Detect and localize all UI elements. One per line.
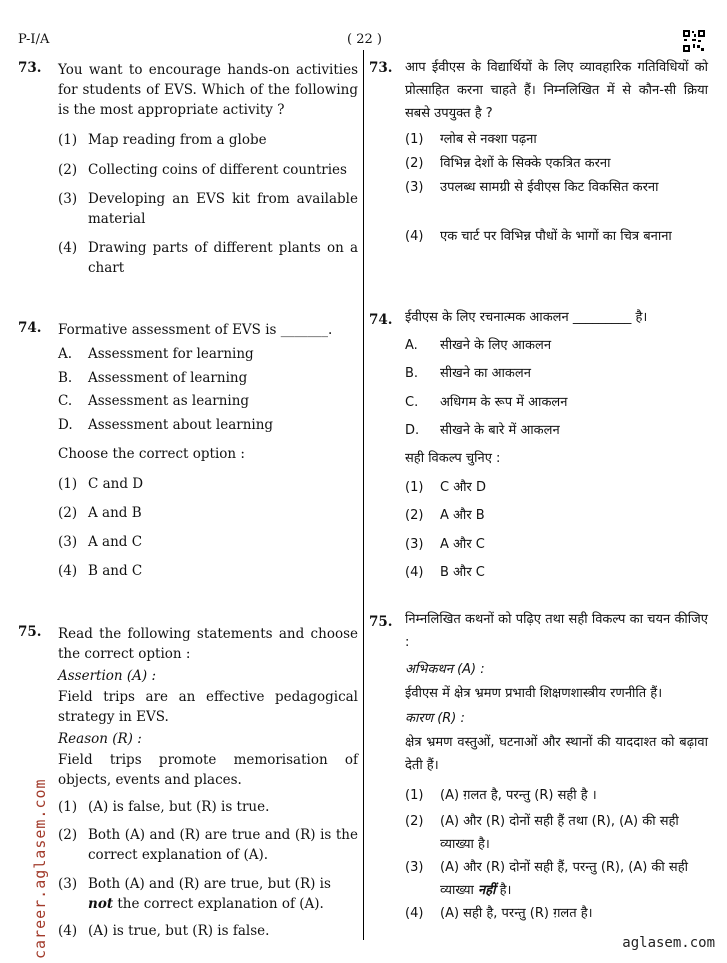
statement	[58, 344, 358, 364]
option-text: विभिन्न देशों के सिक्के एकत्रित करना	[440, 156, 611, 171]
option	[58, 874, 358, 914]
statement-text: Assessment of learning	[88, 370, 248, 386]
assertion-label: Assertion (A) :	[58, 668, 157, 684]
option	[405, 533, 708, 556]
option-text: (A) सही है, परन्तु (R) ग़लत है।	[440, 906, 593, 921]
statement	[405, 362, 708, 385]
statement-text: सीखने के लिए आकलन	[440, 338, 552, 353]
statement	[58, 391, 358, 411]
option-text: उपलब्ध सामग्री से ईवीएस किट विकसित करना	[440, 180, 659, 195]
statement-letter: B.	[405, 366, 419, 381]
option	[58, 474, 358, 494]
option-number: (3)	[58, 876, 78, 892]
option	[405, 504, 708, 527]
option-text: Collecting coins of different countries	[88, 162, 347, 178]
option-number: (4)	[58, 240, 78, 256]
emphasis-text: not	[88, 896, 114, 912]
question-text: Formative assessment of EVS is _______.	[58, 322, 333, 338]
question-text: निम्नलिखित कथनों को पढ़िए तथा सही विकल्प का चयन कीजिए :	[405, 612, 708, 650]
option	[405, 176, 708, 222]
option-text: Both (A) and (R) are true and (R) is the correct explanation of (A).	[88, 827, 358, 863]
option-text: A and C	[88, 534, 143, 550]
option	[405, 128, 708, 151]
option	[58, 921, 358, 941]
option-number: (2)	[405, 508, 424, 523]
statement-letter: B.	[58, 370, 73, 386]
question-text: You want to encourage hands-on activities for students of EVS. Which of the following is the most appropriate activity ?	[58, 62, 358, 118]
statement-letter: C.	[58, 393, 73, 409]
option-text: A and B	[88, 505, 142, 521]
option-text: है।	[499, 883, 512, 898]
question-text: Read the following statements and choose the correct option :	[58, 626, 358, 662]
option-text-group	[88, 874, 358, 914]
option-number: (1)	[405, 132, 424, 147]
option	[405, 902, 708, 925]
question-number: 75.	[369, 614, 393, 630]
option	[58, 825, 358, 865]
option	[58, 503, 358, 523]
option-text: B and C	[88, 563, 143, 579]
option-text: (A) और (R) दोनों सही हैं तथा (R), (A) की सही व्याख्या है।	[440, 814, 679, 852]
option-number: (2)	[58, 162, 78, 178]
option	[405, 152, 708, 175]
statement-text: Assessment about learning	[88, 417, 274, 433]
option-text: A और C	[440, 537, 485, 552]
option-number: (2)	[405, 156, 424, 171]
option-text: एक चार्ट पर विभिन्न पौधों के भागों का चित्र बनाना	[440, 229, 672, 244]
instruction-text: Choose the correct option :	[58, 446, 245, 462]
option	[58, 130, 358, 150]
option-number: (4)	[58, 563, 78, 579]
statement	[405, 391, 708, 414]
page-number: ( 22 )	[347, 32, 382, 47]
question-number: 74.	[18, 320, 42, 336]
qr-code-icon	[683, 30, 705, 52]
option-number: (3)	[405, 537, 424, 552]
option-number: (4)	[405, 565, 424, 580]
option	[58, 797, 358, 817]
option	[405, 225, 708, 271]
option-number: (2)	[58, 505, 78, 521]
question-text: ईवीएस के लिए रचनात्मक आकलन _________ है।	[405, 310, 648, 325]
option-text: ग्लोब से नक्शा पढ़ना	[440, 132, 537, 147]
statement-text: अधिगम के रूप में आकलन	[440, 395, 568, 410]
option-text: (A) is false, but (R) is true.	[88, 799, 270, 815]
option-number: (3)	[405, 860, 424, 875]
option-text: the correct explanation of (A).	[117, 896, 324, 912]
option	[58, 160, 358, 180]
option-number: (4)	[405, 229, 424, 244]
statement-text: Assessment for learning	[88, 346, 254, 362]
column-divider	[363, 50, 364, 940]
option	[405, 856, 708, 902]
statement-text: सीखने के बारे में आकलन	[440, 423, 560, 438]
instruction-text: सही विकल्प चुनिए :	[405, 451, 501, 466]
option-number: (2)	[405, 814, 424, 829]
side-watermark: career.aglasem.com	[31, 778, 49, 959]
option	[405, 784, 708, 807]
statement-text: Assessment as learning	[88, 393, 250, 409]
option-number: (1)	[58, 132, 78, 148]
option	[58, 189, 358, 229]
assertion-label: अभिकथन (A) :	[405, 662, 485, 677]
question-number: 73.	[369, 60, 393, 76]
statement-letter: A.	[58, 346, 73, 362]
statement-letter: C.	[405, 395, 419, 410]
option-text: C और D	[440, 480, 486, 495]
option-number: (2)	[58, 827, 78, 843]
option-number: (1)	[405, 480, 424, 495]
statement	[405, 334, 708, 357]
assertion-text: Field trips are an effective pedagogical strategy in EVS.	[58, 689, 358, 725]
emphasis-text: नहीं	[478, 883, 496, 898]
option-text: C and D	[88, 476, 144, 492]
option	[405, 810, 708, 856]
assertion-text: ईवीएस में क्षेत्र भ्रमण प्रभावी शिक्षणशास्त्रीय रणनीति हैं।	[405, 686, 663, 701]
reason-label: कारण (R) :	[405, 711, 465, 726]
option-number: (1)	[405, 788, 424, 803]
option-number: (3)	[58, 191, 78, 207]
option-number: (4)	[405, 906, 424, 921]
option	[405, 561, 708, 584]
reason-text: क्षेत्र भ्रमण वस्तुओं, घटनाओं और स्थानों की याददाश्त को बढ़ावा देती हैं।	[405, 735, 708, 773]
statement-letter: A.	[405, 338, 418, 353]
option-text: Both (A) and (R) are true, but (R) is	[88, 876, 331, 892]
option-number: (1)	[58, 799, 78, 815]
option-number: (1)	[58, 476, 78, 492]
statement-letter: D.	[58, 417, 73, 433]
option	[58, 532, 358, 552]
statement-text: सीखने का आकलन	[440, 366, 531, 381]
question-number: 75.	[18, 624, 42, 640]
footer-watermark: aglasem.com	[622, 935, 715, 951]
option-number: (3)	[58, 534, 78, 550]
question-number: 73.	[18, 60, 42, 76]
option	[58, 561, 358, 581]
option-text: B और C	[440, 565, 485, 580]
statement	[58, 415, 358, 435]
option-text: (A) is true, but (R) is false.	[88, 923, 270, 939]
option-text: Developing an EVS kit from available material	[88, 191, 358, 227]
option-text: (A) और (R) दोनों सही हैं, परन्तु (R), (A) की सही व्याख्या	[440, 860, 688, 898]
question-text: आप ईवीएस के विद्यार्थियों के लिए व्यावहारिक गतिविधियों को प्रोत्साहित करना चाहते हैं। निम्नलिखित में से कौन-सी क्रिया सबसे उपयुक्त है ?	[405, 60, 708, 121]
option-text-group	[440, 856, 708, 902]
question-number: 74.	[369, 312, 393, 328]
option-text: Map reading from a globe	[88, 132, 267, 148]
option	[58, 238, 358, 278]
option-number: (3)	[405, 180, 424, 195]
option-number: (4)	[58, 923, 78, 939]
statement	[405, 419, 708, 442]
statement-letter: D.	[405, 423, 420, 438]
statement	[58, 368, 358, 388]
paper-code: P-I/A	[18, 32, 50, 47]
reason-label: Reason (R) :	[58, 731, 142, 747]
option-text: (A) ग़लत है, परन्तु (R) सही है ।	[440, 788, 597, 803]
option-text: A और B	[440, 508, 485, 523]
option	[405, 476, 708, 499]
option-text: Drawing parts of different plants on a chart	[88, 240, 358, 276]
reason-text: Field trips promote memorisation of objects, events and places.	[58, 752, 358, 788]
